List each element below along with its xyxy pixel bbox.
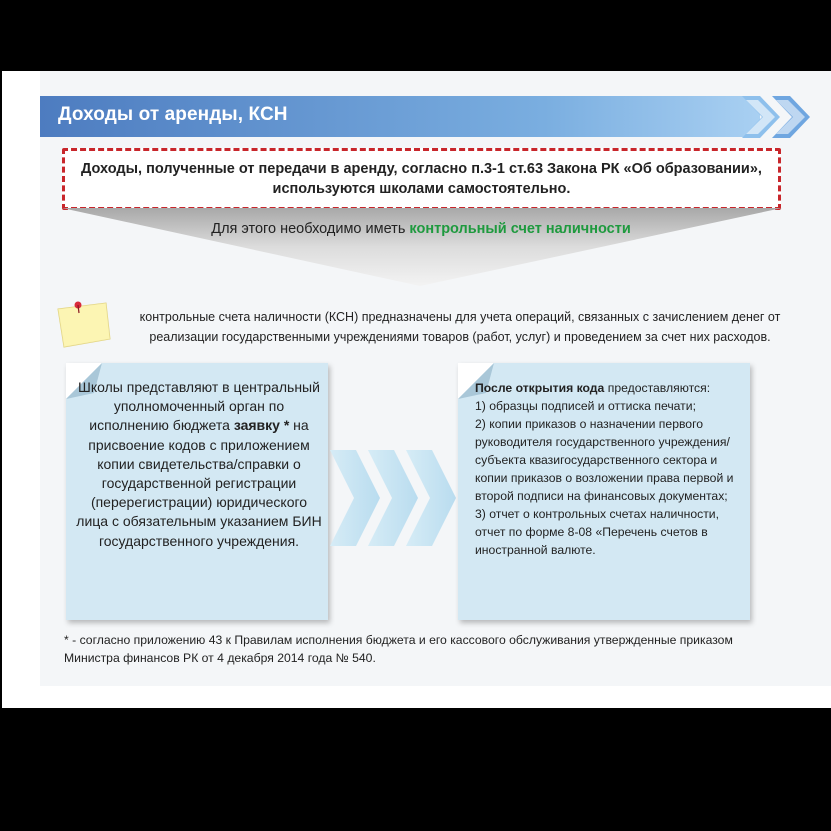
statement-text: Доходы, полученные от передачи в аренду, согласно п.3-1 ст.63 Закона РК «Об образовании», используются школами самостоятельно. [81,161,762,197]
right-intro-bold: После открытия кода [475,381,605,395]
right-item-1: 1) образцы подписей и оттиска печати; [475,399,696,413]
slide-title: Доходы от аренды, КСН [58,104,288,125]
left-text-part2: на присвоение кодов с приложением копии свидетельства/справки о государственной регистрации (перерегистрации) юридического лица с обязательным указанием БИН государственного учреждения. [76,417,322,549]
footnote: * - согласно приложению 43 к Правилам исполнения бюджета и его кассового обслуживания утвержденные приказом Министра финансов РК от 4 декабря 2014 года № 540. [64,633,733,665]
right-intro [475,379,747,397]
left-text-bold: заявку * [233,417,290,434]
arrows-icon [330,450,458,546]
slide [2,71,831,708]
funnel-prefix: Для этого необходимо иметь [211,221,410,237]
left-text-part1: Школы представляют в центральный уполномоченный орган по исполнению бюджета [78,379,320,434]
header-chevron-icon [742,96,814,138]
right-box-text [475,379,747,559]
funnel-highlight: контрольный счет наличности [409,221,631,237]
right-item-3: 3) отчет о контрольных счетах наличности, отчет по форме 8-08 «Перечень счетов в иностранной валюте. [475,507,719,557]
sticky-note-icon [54,299,112,351]
statement-box [62,148,781,210]
left-box-text [74,378,324,551]
funnel-text [62,221,780,237]
funnel-shape [62,208,782,288]
right-item-2: 2) копии приказов о назначении первого руководителя государственного учреждения/субъекта квазигосударственного сектора и копии приказов о возложении права первой и второй подписи на финансовых документах; [475,417,734,503]
right-intro-rest: предоставляются: [604,381,711,395]
note-text: контрольные счета наличности (КСН) предназначены для учета операций, связанных с зачислением денег от реализации государственными учреждениями товаров (работ, услуг) и проведением за счет них расходов. [139,310,781,344]
